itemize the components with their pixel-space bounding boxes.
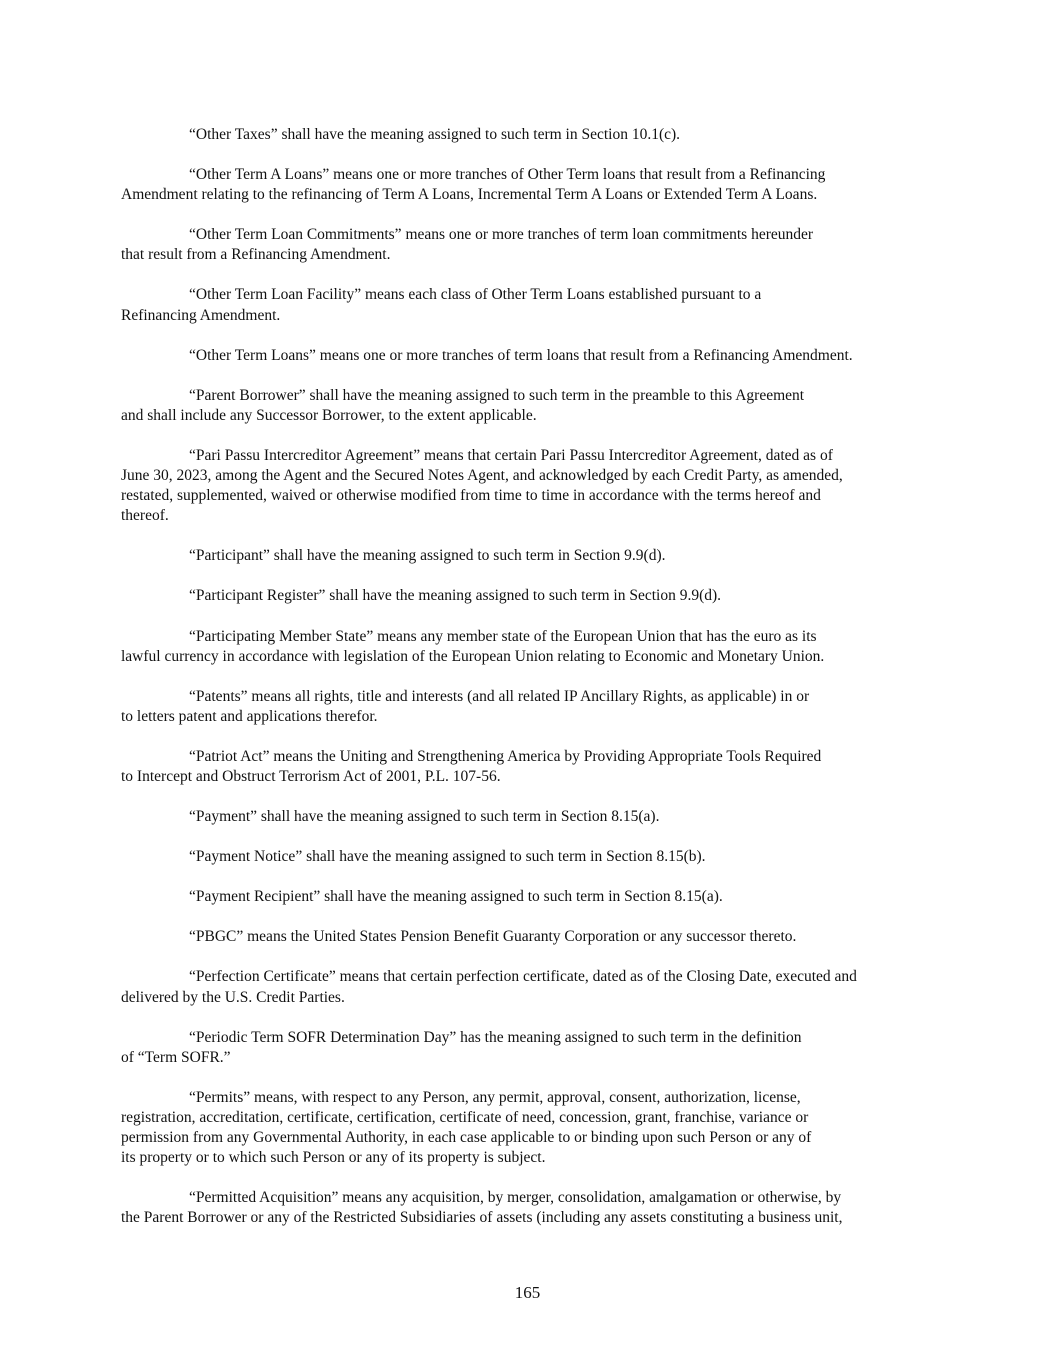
definition-paragraph: [121, 847, 935, 867]
paragraph-line: “PBGC” means the United States Pension Benefit Guaranty Corporation or any successor thereto.: [189, 928, 797, 946]
paragraph-line: “Pari Passu Intercreditor Agreement” means that certain Pari Passu Intercreditor Agreement, dated as of: [189, 446, 833, 464]
paragraph-line: permission from any Governmental Authority, in each case applicable to or binding upon such Person or any of: [121, 1129, 812, 1146]
paragraph-line: “Periodic Term SOFR Determination Day” has the meaning assigned to such term in the definition: [189, 1028, 802, 1046]
paragraph-line: “Other Term Loans” means one or more tranches of term loans that result from a Refinancing Amendment.: [189, 346, 853, 364]
definition-paragraph: [121, 586, 935, 606]
page-number: 165: [514, 1283, 541, 1302]
definition-paragraph: [121, 225, 935, 265]
paragraph-line: “Payment” shall have the meaning assigned to such term in Section 8.15(a).: [189, 808, 660, 826]
paragraph-line: June 30, 2023, among the Agent and the Secured Notes Agent, and acknowledged by each Credit Party, as amended,: [121, 467, 843, 485]
definition-paragraph: [121, 627, 935, 667]
definition-paragraph: [121, 807, 935, 827]
paragraph-line: “Other Taxes” shall have the meaning assigned to such term in Section 10.1(c).: [189, 126, 681, 143]
paragraph-line: “Permitted Acquisition” means any acquisition, by merger, consolidation, amalgamation or otherwise, by: [189, 1189, 842, 1207]
paragraph-line: to letters patent and applications therefor.: [121, 707, 378, 725]
paragraph-line: “Parent Borrower” shall have the meaning assigned to such term in the preamble to this Agreement: [189, 386, 805, 404]
definitions-body: [121, 125, 935, 1248]
paragraph-line: to Intercept and Obstruct Terrorism Act of 2001, P.L. 107-56.: [121, 767, 501, 785]
definition-paragraph: [121, 446, 935, 526]
paragraph-line: restated, supplemented, waived or otherwise modified from time to time in accordance with the terms hereof and: [121, 487, 821, 505]
definition-paragraph: [121, 927, 935, 947]
paragraph-line: lawful currency in accordance with legislation of the European Union relating to Economic and Monetary Union.: [121, 647, 825, 665]
paragraph-line: registration, accreditation, certificate, certification, certificate of need, concession, grant, franchise, variance or: [121, 1108, 809, 1126]
paragraph-line: delivered by the U.S. Credit Parties.: [121, 988, 345, 1006]
paragraph-line: and shall include any Successor Borrower, to the extent applicable.: [121, 406, 537, 424]
paragraph-line: the Parent Borrower or any of the Restricted Subsidiaries of assets (including any assets constituting a business unit,: [121, 1209, 843, 1227]
paragraph-line: thereof.: [121, 507, 169, 525]
definition-paragraph: [121, 346, 935, 366]
paragraph-line: “Patriot Act” means the Uniting and Strengthening America by Providing Appropriate Tools Required: [189, 747, 822, 765]
paragraph-line: “Participant Register” shall have the meaning assigned to such term in Section 9.9(d).: [189, 587, 722, 605]
paragraph-line: “Other Term Loan Commitments” means one or more tranches of term loan commitments hereunder: [189, 226, 814, 244]
definition-paragraph: [121, 285, 935, 325]
definition-paragraph: [121, 165, 935, 205]
paragraph-line: that result from a Refinancing Amendment.: [121, 246, 391, 264]
definition-paragraph: [121, 125, 935, 145]
paragraph-line: “Perfection Certificate” means that certain perfection certificate, dated as of the Closing Date, executed and: [189, 968, 857, 986]
paragraph-line: “Payment Recipient” shall have the meaning assigned to such term in Section 8.15(a).: [189, 888, 723, 906]
definition-paragraph: [121, 1028, 935, 1068]
definition-paragraph: [121, 967, 935, 1007]
paragraph-line: “Other Term A Loans” means one or more tranches of Other Term loans that result from a Refinancing: [189, 166, 826, 184]
definition-paragraph: [121, 1088, 935, 1168]
paragraph-line: Amendment relating to the refinancing of Term A Loans, Incremental Term A Loans or Extended Term A Loans.: [121, 186, 818, 204]
paragraph-line: “Payment Notice” shall have the meaning assigned to such term in Section 8.15(b).: [189, 848, 706, 866]
definition-paragraph: [121, 386, 935, 426]
definition-paragraph: [121, 747, 935, 787]
paragraph-line: “Patents” means all rights, title and interests (and all related IP Ancillary Rights, as applicable) in or: [189, 687, 810, 705]
paragraph-line: of “Term SOFR.”: [121, 1048, 231, 1066]
paragraph-line: “Participating Member State” means any member state of the European Union that has the euro as its: [189, 627, 817, 645]
paragraph-line: “Other Term Loan Facility” means each class of Other Term Loans established pursuant to a: [189, 286, 762, 304]
definition-paragraph: [121, 887, 935, 907]
paragraph-line: “Permits” means, with respect to any Person, any permit, approval, consent, authorization, license,: [189, 1088, 801, 1106]
paragraph-line: Refinancing Amendment.: [121, 306, 281, 324]
definition-paragraph: [121, 546, 935, 566]
paragraph-line: its property or to which such Person or any of its property is subject.: [121, 1149, 546, 1167]
definition-paragraph: [121, 687, 935, 727]
definition-paragraph: [121, 1188, 935, 1228]
paragraph-line: “Participant” shall have the meaning assigned to such term in Section 9.9(d).: [189, 547, 666, 565]
